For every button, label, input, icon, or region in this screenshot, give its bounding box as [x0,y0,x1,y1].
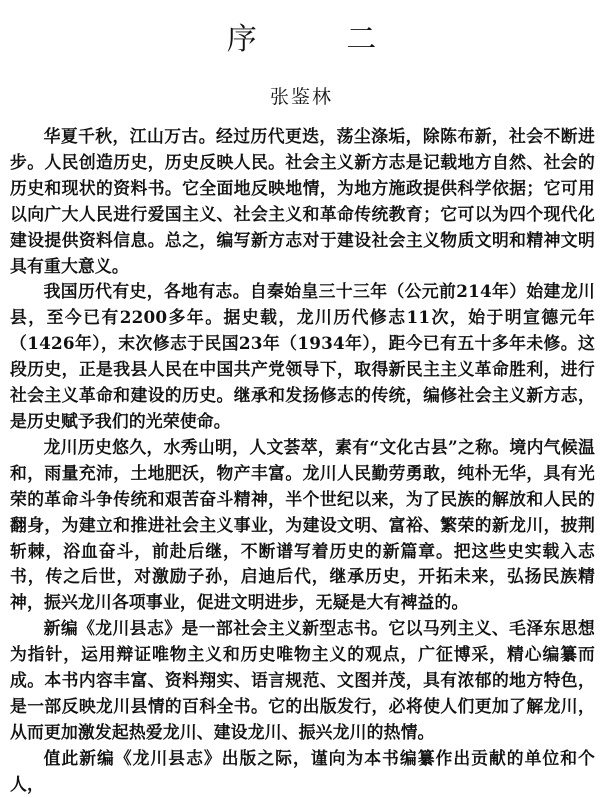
document-body [10,124,595,798]
paragraph: 值此新编《龙川县志》出版之际，谨向为本书编纂作出贡献的单位和个人， [10,747,595,794]
paragraph: 新编《龙川县志》是一部社会主义新型志书。它以马列主义、毛泽东思想为指针，运用辩证唯物主义和历史唯物主义的观点，广征博采，精心编纂而成。本书内容丰富、资料翔实、语言规范、文图并茂，具有浓郁的地方特色，是一部反映龙川县情的百科全书。它的出版发行，必将使人们更加了解龙川，从而更加激发起热爱龙川、建设龙川、振兴龙川的热情。 [10,618,595,742]
page-title: 序 二 [226,22,417,57]
paragraph: 我国历代有史，各地有志。自秦始皇三十三年（公元前214年）始建龙川县，至今已有2200多年。据史载，龙川历代修志11次，始于明宣德元年（1426年），末次修志于民国23年（1934年），距今已有五十多年未修。这段历史，正是我县人民在中国共产党领导下，取得新民主主义革命胜利，进行社会主义革命和建设的历史。继承和发扬修志的传统，编修社会主义新方志，是历史赋予我们的光荣使命。 [10,281,595,431]
author-name: 张鉴林 [269,86,333,108]
paragraph: 龙川历史悠久，水秀山明，人文荟萃，素有“文化古县”之称。境内气候温和，雨量充沛，土地肥沃，物产丰富。龙川人民勤劳勇敢，纯朴无华，具有光荣的革命斗争传统和艰苦奋斗精神，半个世纪以来，为了民族的解放和人民的翻身，为建立和推进社会主义事业，为建设文明、富裕、繁荣的新龙川，披荆斩棘，浴血奋斗，前赴后继，不断谱写着历史的新篇章。把这些史实载入志书，传之后世，对激励子孙，启迪后代，继承历史，开拓未来，弘扬民族精神，振兴龙川各项事业，促进文明进步，无疑是大有裨益的。 [10,436,595,613]
paragraph: 华夏千秋，江山万古。经过历代更迭，荡尘涤垢，除陈布新，社会不断进步。人民创造历史，历史反映人民。社会主义新方志是记载地方自然、社会的历史和现状的资料书。它全面地反映地情，为地方施政提供科学依据；它可用以向广大人民进行爱国主义、社会主义和革命传统教育；它可以为四个现代化建设提供资料信息。总之，编写新方志对于建设社会主义物质文明和精神文明具有重大意义。 [10,126,595,276]
